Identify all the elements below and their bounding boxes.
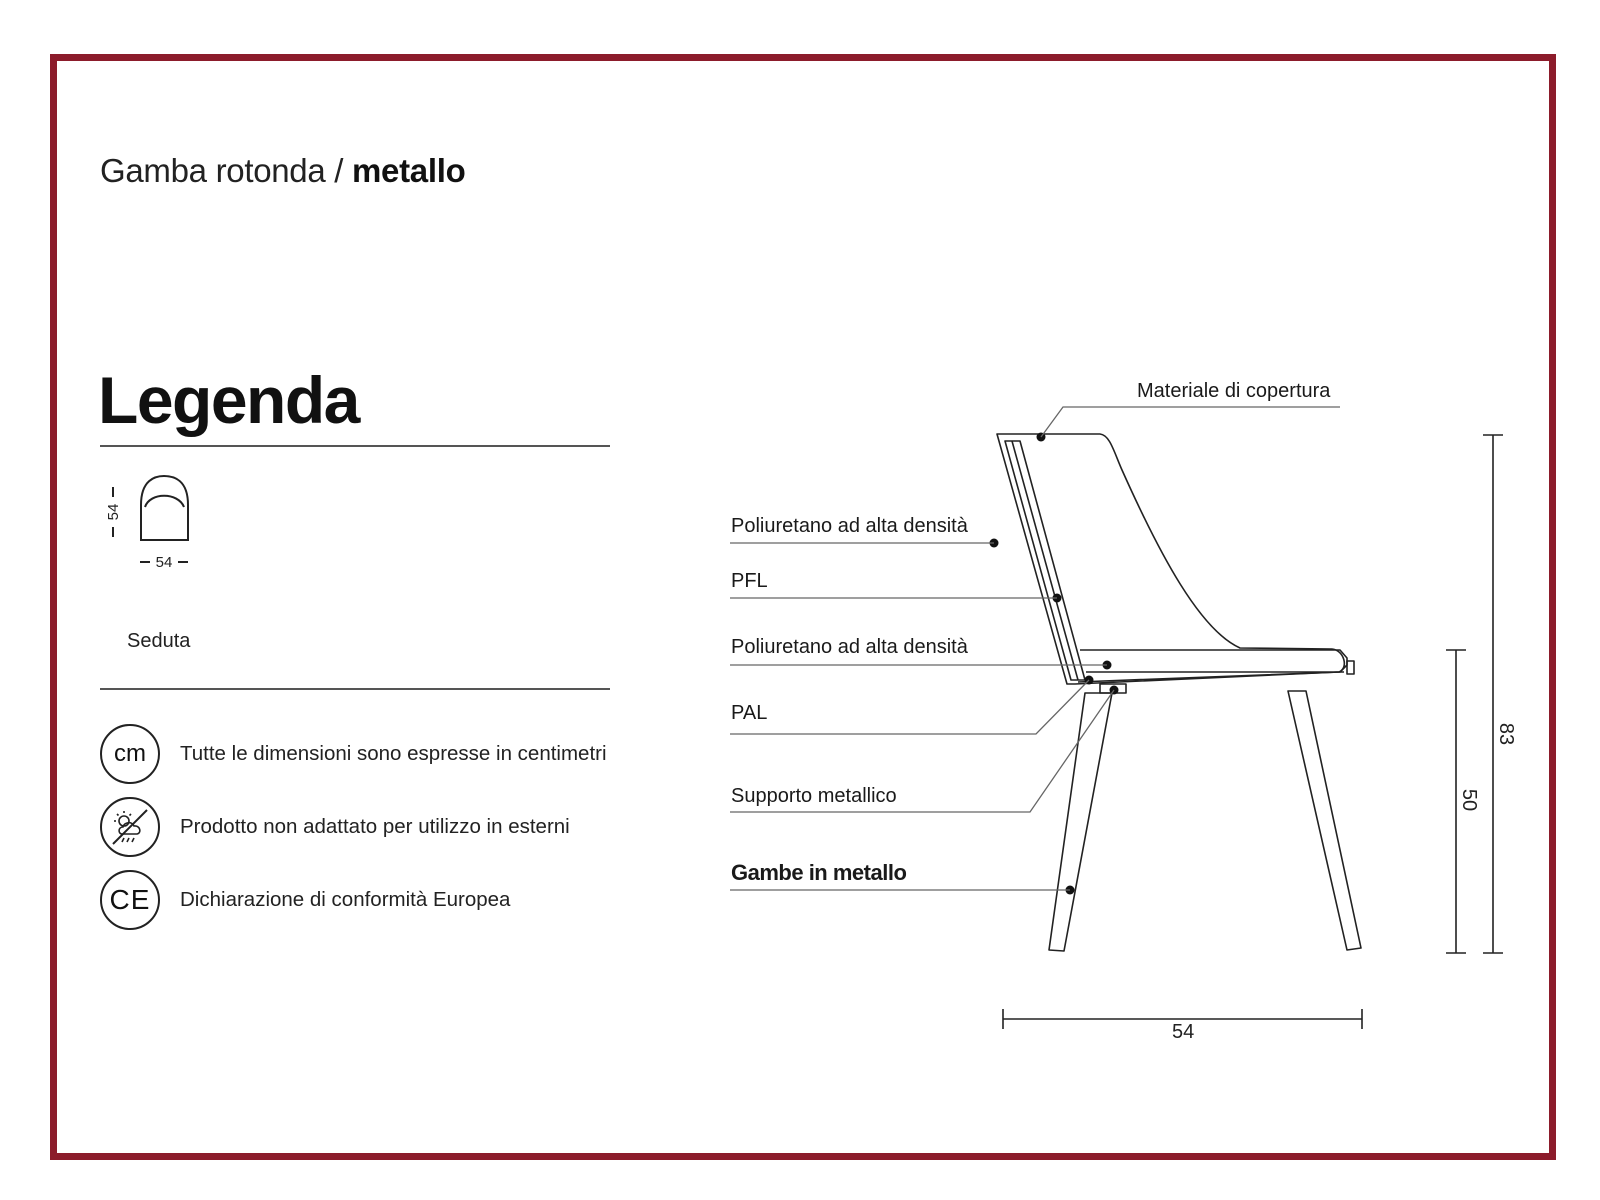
chair-shell-outline [997, 434, 1344, 684]
back-leg-right [1288, 691, 1361, 950]
note-ce-text: Dichiarazione di conformità Europea [180, 888, 511, 911]
callout-covering: Materiale di copertura [1137, 380, 1331, 402]
thumbnail-depth-label: 54 [105, 503, 122, 521]
note-units-text: Tutte le dimensioni sono espresse in centimetri [180, 742, 607, 765]
seat-thumbnail-icon [113, 476, 188, 562]
ce-icon-text: CE [109, 884, 151, 915]
no-outdoor-weather-icon [100, 797, 160, 857]
seat-edge-cap [1347, 661, 1354, 674]
callout-support: Supporto metallico [731, 785, 897, 807]
callout-legs: Gambe in metallo [731, 860, 907, 885]
dimension-lines [1003, 435, 1503, 1029]
callout-dots [990, 433, 1119, 895]
note-row-units [100, 724, 607, 784]
callout-foam-seat: Poliuretano ad alta densità [731, 636, 968, 658]
callout-pal: PAL [731, 702, 768, 724]
seat-height-label: 50 [1458, 788, 1480, 812]
legend-divider-bottom [100, 688, 610, 690]
leader-pal [730, 680, 1089, 734]
leader-covering [1041, 407, 1340, 437]
thumbnail-width-label: 54 [155, 554, 173, 571]
ce-mark-icon [100, 870, 160, 930]
width-label: 54 [1172, 1021, 1195, 1043]
chair-side-view [997, 434, 1361, 951]
seat-cushion [1078, 650, 1347, 682]
weather-glyph [107, 804, 153, 850]
title-model: Gamba rotonda / [100, 152, 353, 189]
title-material: metallo [352, 152, 466, 189]
total-height-label: 83 [1495, 722, 1517, 746]
note-row-ce [100, 870, 510, 930]
note-outdoor-text: Prodotto non adattato per utilizzo in esterni [180, 815, 570, 838]
note-row-outdoor [100, 797, 570, 857]
cm-icon [100, 724, 160, 784]
callout-foam-back: Poliuretano ad alta densità [731, 515, 968, 537]
cm-icon-text: cm [114, 740, 146, 767]
legend-heading: Legenda [98, 363, 359, 437]
seat-label: Seduta [127, 630, 191, 652]
callout-pfl: PFL [731, 570, 768, 592]
front-leg-left [1049, 693, 1112, 951]
